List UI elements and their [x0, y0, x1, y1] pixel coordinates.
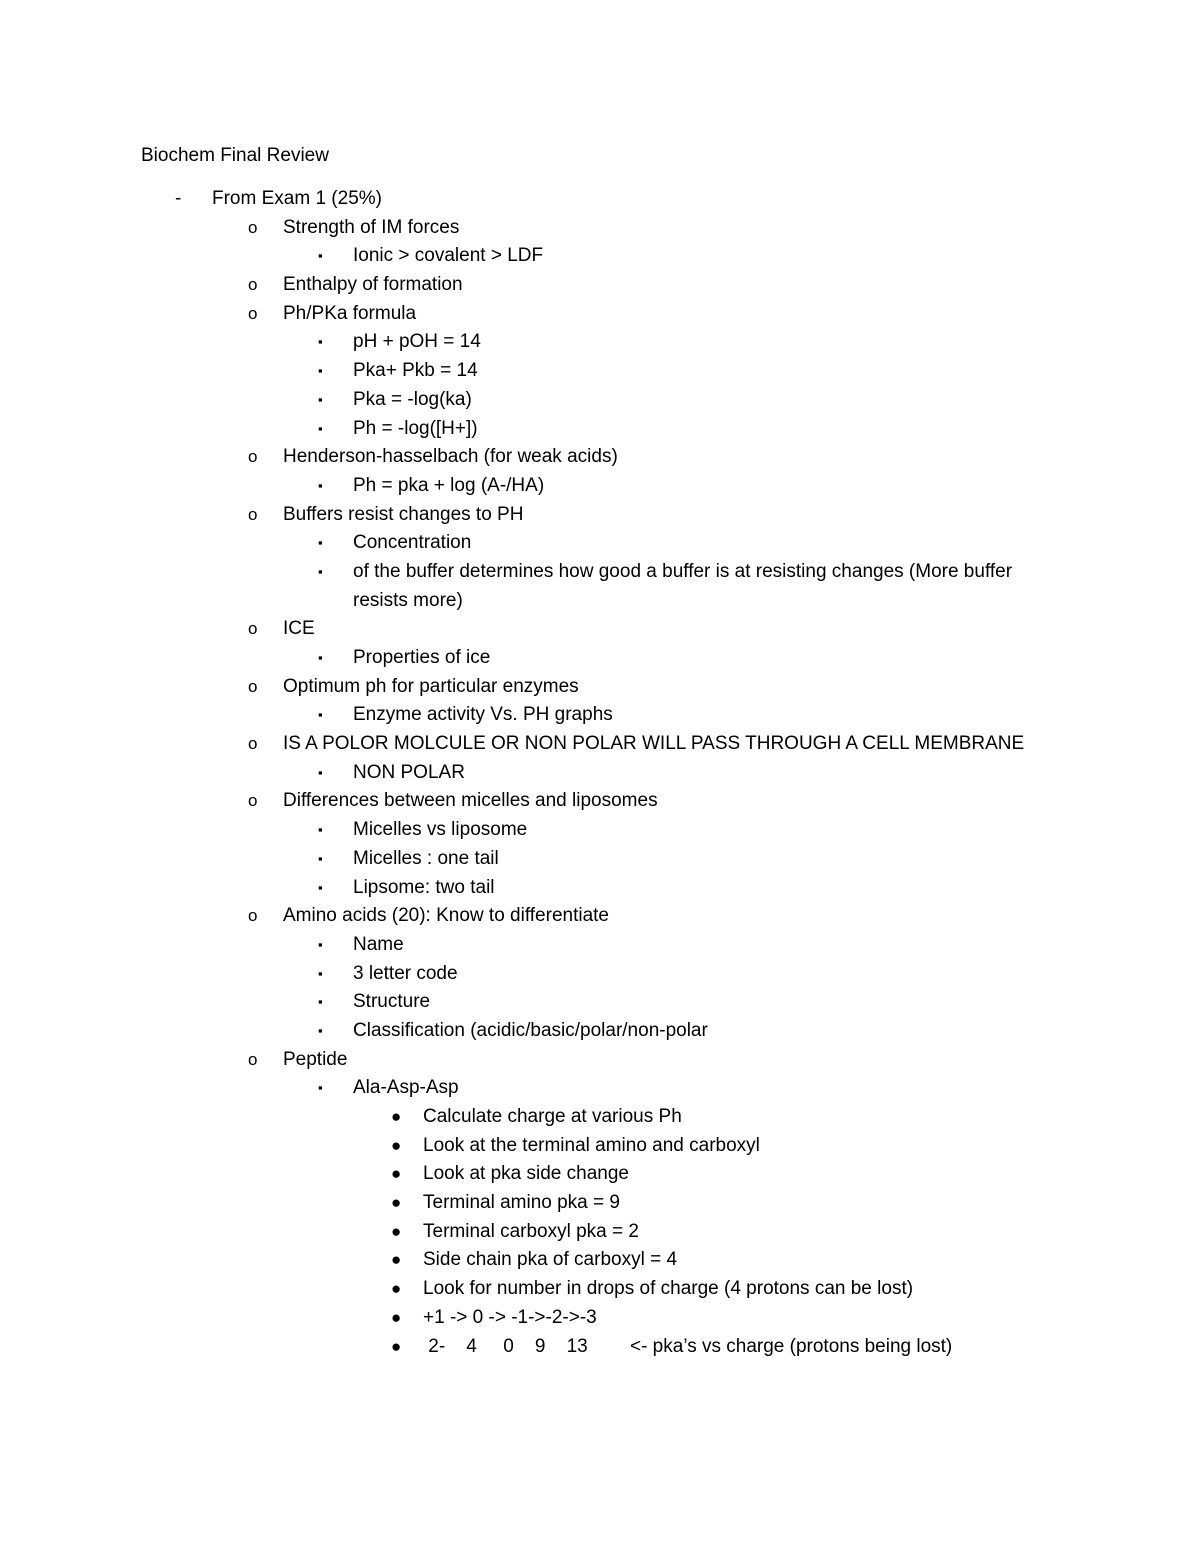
outline-item-level-2: [0, 271, 1200, 300]
outline-item-text: Ph = -log([H+]): [353, 417, 478, 439]
outline-item-level-3: [0, 1074, 1200, 1103]
outline-item-level-2: [0, 787, 1200, 816]
list-marker: ●: [391, 1107, 402, 1127]
outline-item-level-4: [0, 1103, 1200, 1132]
outline-item-text: Look at the terminal amino and carboxyl: [423, 1134, 760, 1156]
outline-item-level-3: [0, 931, 1200, 960]
outline-item-text: Peptide: [283, 1048, 348, 1070]
list-marker: o: [248, 275, 258, 295]
outline-item-text: Enzyme activity Vs. PH graphs: [353, 704, 613, 726]
outline-item-level-4: [0, 1160, 1200, 1189]
outline-item-level-3: [0, 759, 1200, 788]
outline-item-text: Pka = -log(ka): [353, 388, 472, 410]
list-marker: ▪: [318, 1022, 323, 1038]
list-marker: ●: [391, 1193, 402, 1213]
outline-item-text: 3 letter code: [353, 962, 458, 984]
outline-item-text: Pka+ Pkb = 14: [353, 360, 478, 382]
outline-item-level-4: [0, 1304, 1200, 1333]
outline-item-text: +1 -> 0 -> -1->-2->-3: [423, 1306, 597, 1328]
outline-item-level-2: [0, 902, 1200, 931]
list-marker: ▪: [318, 764, 323, 780]
outline-item-level-3: [0, 874, 1200, 903]
list-marker: ●: [391, 1221, 402, 1241]
list-marker: ▪: [318, 879, 323, 895]
list-marker: ▪: [318, 563, 323, 579]
outline-list: [0, 185, 1200, 1361]
outline-item-level-3: [0, 415, 1200, 444]
outline-item-text: Differences between micelles and liposomes: [283, 790, 658, 812]
list-marker: ▪: [318, 248, 323, 264]
list-marker: ●: [391, 1135, 402, 1155]
list-marker: ▪: [318, 965, 323, 981]
outline-item-level-4: [0, 1246, 1200, 1275]
outline-item-level-2: [0, 730, 1200, 759]
list-marker: ▪: [318, 391, 323, 407]
outline-item-level-3: [0, 328, 1200, 357]
outline-item-level-2: [0, 615, 1200, 644]
outline-item-level-4: [0, 1333, 1200, 1362]
list-marker: ●: [391, 1307, 402, 1327]
list-marker: o: [248, 906, 258, 926]
outline-item-text: ICE: [283, 618, 315, 640]
outline-item-text: Micelles : one tail: [353, 847, 499, 869]
outline-item-level-2: [0, 673, 1200, 702]
outline-item-level-3: [0, 529, 1200, 558]
list-marker: ▪: [318, 707, 323, 723]
outline-item-level-3: [0, 701, 1200, 730]
list-marker: ▪: [318, 822, 323, 838]
outline-item-text: Ionic > covalent > LDF: [353, 245, 544, 267]
outline-item-level-4: [0, 1132, 1200, 1161]
list-marker: ▪: [318, 535, 323, 551]
outline-item-text: 2- 4 0 9 13 <- pka’s vs charge (protons being lost): [423, 1335, 953, 1357]
outline-item-text: Name: [353, 933, 404, 955]
outline-item-text: pH + pOH = 14: [353, 331, 481, 353]
outline-item-level-4: [0, 1218, 1200, 1247]
outline-item-level-3: [0, 960, 1200, 989]
outline-item-text: Terminal amino pka = 9: [423, 1192, 620, 1214]
outline-item-text: of the buffer determines how good a buffer is at resisting changes (More buffer resists more): [353, 560, 1013, 611]
list-marker: ●: [391, 1336, 402, 1356]
outline-item-text: Side chain pka of carboxyl = 4: [423, 1249, 678, 1271]
outline-item-level-3: [0, 357, 1200, 386]
outline-item-text: Optimum ph for particular enzymes: [283, 675, 579, 697]
list-marker: o: [248, 1049, 258, 1069]
outline-item-text: Look at pka side change: [423, 1163, 629, 1185]
outline-item-level-2: [0, 443, 1200, 472]
list-marker: -: [175, 188, 182, 209]
list-marker: o: [248, 734, 258, 754]
outline-item-level-3: [0, 644, 1200, 673]
outline-item-text: Amino acids (20): Know to differentiate: [283, 905, 609, 927]
list-marker: ▪: [318, 1080, 323, 1096]
outline-item-level-3: [0, 386, 1200, 415]
outline-item-text: Ph/PKa formula: [283, 302, 417, 324]
list-marker: o: [248, 447, 258, 467]
list-marker: o: [248, 217, 258, 237]
list-marker: o: [248, 791, 258, 811]
list-marker: ▪: [318, 850, 323, 866]
outline-item-text: Terminal carboxyl pka = 2: [423, 1220, 639, 1242]
outline-item-text: Concentration: [353, 532, 472, 554]
outline-item-text: Enthalpy of formation: [283, 274, 463, 296]
outline-item-level-2: [0, 300, 1200, 329]
outline-item-text: Calculate charge at various Ph: [423, 1106, 682, 1128]
outline-item-text: NON POLAR: [353, 761, 465, 783]
outline-item-text: Structure: [353, 991, 431, 1013]
list-marker: ▪: [318, 363, 323, 379]
outline-item-level-2: [0, 1046, 1200, 1075]
outline-item-level-2: [0, 501, 1200, 530]
outline-item-level-1: [0, 185, 1200, 214]
list-marker: ▪: [318, 994, 323, 1010]
outline-item-text: IS A POLOR MOLCULE OR NON POLAR WILL PASS THROUGH A CELL MEMBRANE: [283, 733, 1025, 755]
outline-item-text: Buffers resist changes to PH: [283, 503, 524, 525]
outline-item-text: From Exam 1 (25%): [212, 188, 382, 209]
list-marker: ▪: [318, 650, 323, 666]
list-marker: ●: [391, 1279, 402, 1299]
outline-item-text: Ala-Asp-Asp: [353, 1077, 459, 1099]
list-marker: ▪: [318, 420, 323, 436]
list-marker: o: [248, 676, 258, 696]
outline-item-level-3: [0, 242, 1200, 271]
outline-item-level-4: [0, 1275, 1200, 1304]
outline-item-level-3: [0, 816, 1200, 845]
list-marker: ●: [391, 1164, 402, 1184]
outline-item-level-3: [0, 472, 1200, 501]
outline-item-text: Henderson-hasselbach (for weak acids): [283, 446, 618, 468]
list-marker: ●: [391, 1250, 402, 1270]
outline-item-level-3: [0, 988, 1200, 1017]
outline-item-text: Ph = pka + log (A-/HA): [353, 474, 545, 496]
list-marker: ▪: [318, 936, 323, 952]
outline-item-level-2: [0, 214, 1200, 243]
list-marker: o: [248, 303, 258, 323]
outline-item-level-3: [0, 845, 1200, 874]
document-title: Biochem Final Review: [141, 145, 329, 166]
list-marker: ▪: [318, 477, 323, 493]
outline-item-level-3: [0, 1017, 1200, 1046]
outline-item-text: Properties of ice: [353, 647, 491, 669]
outline-item-level-4: [0, 1189, 1200, 1218]
list-marker: o: [248, 504, 258, 524]
list-marker: ▪: [318, 334, 323, 350]
outline-item-level-3: [0, 558, 1200, 615]
list-marker: o: [248, 619, 258, 639]
outline-item-text: Strength of IM forces: [283, 216, 460, 238]
outline-item-text: Micelles vs liposome: [353, 819, 528, 841]
outline-item-text: Lipsome: two tail: [353, 876, 495, 898]
outline-item-text: Look for number in drops of charge (4 protons can be lost): [423, 1278, 914, 1300]
outline-item-text: Classification (acidic/basic/polar/non-polar: [353, 1019, 708, 1041]
